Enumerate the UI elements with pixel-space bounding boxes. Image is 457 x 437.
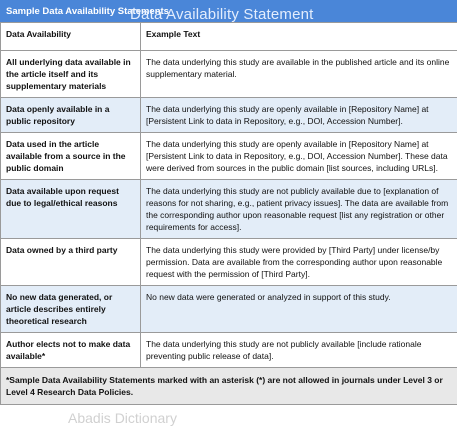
statements-table (0, 22, 457, 405)
row-label: Author elects not to make data available* (1, 333, 141, 368)
watermark: Abadis Dictionary (68, 410, 177, 426)
title-bar (0, 0, 457, 22)
row-example-text: The data underlying this study are openly available in [Repository Name] at [Persistent Link to data in Repository, e.g., DOI, Accession Number]. These data were derived from sources in the public domain [list sources, including URLs]. (141, 133, 457, 180)
table-row (1, 133, 457, 180)
row-example-text: The data underlying this study were provided by [Third Party] under license/by permission. Data are available from the corresponding author upon reasonable request with the permission of [Third Party]. (141, 239, 457, 286)
overlay-title: Data Availability Statement (130, 6, 314, 23)
row-label: Data used in the article available from a source in the public domain (1, 133, 141, 180)
row-example-text: The data underlying this study are available in the published article and its online supplementary material. (141, 51, 457, 98)
row-label: Data owned by a third party (1, 239, 141, 286)
table-row (1, 333, 457, 368)
row-label: No new data generated, or article describes entirely theoretical research (1, 286, 141, 333)
table-row (1, 286, 457, 333)
table-row (1, 239, 457, 286)
table-row (1, 51, 457, 98)
row-example-text: The data underlying this study are not publicly available due to [explanation of reasons for not sharing, e.g., patient privacy issues]. The data are available from the corresponding author upon reasonable request [list any registration or other requirements for access]. (141, 180, 457, 239)
table-row (1, 98, 457, 133)
header-example-text: Example Text (141, 23, 457, 51)
footnote-row (1, 368, 457, 405)
footnote: *Sample Data Availability Statements marked with an asterisk (*) are not allowed in journals under Level 3 or Level 4 Research Data Policies. (1, 368, 457, 405)
row-example-text: The data underlying this study are openly available in [Repository Name] at [Persistent Link to data in Repository, e.g., DOI, Accession Number]. (141, 98, 457, 133)
row-example-text: No new data were generated or analyzed in support of this study. (141, 286, 457, 333)
row-label: All underlying data available in the article itself and its supplementary materials (1, 51, 141, 98)
table-header-row (1, 23, 457, 51)
row-label: Data available upon request due to legal/ethical reasons (1, 180, 141, 239)
row-example-text: The data underlying this study are not publicly available [include rationale preventing public release of data]. (141, 333, 457, 368)
header-data-availability: Data Availability (1, 23, 141, 51)
table-row (1, 180, 457, 239)
table-caption: Sample Data Availability Statements (6, 6, 169, 17)
row-label: Data openly available in a public repository (1, 98, 141, 133)
